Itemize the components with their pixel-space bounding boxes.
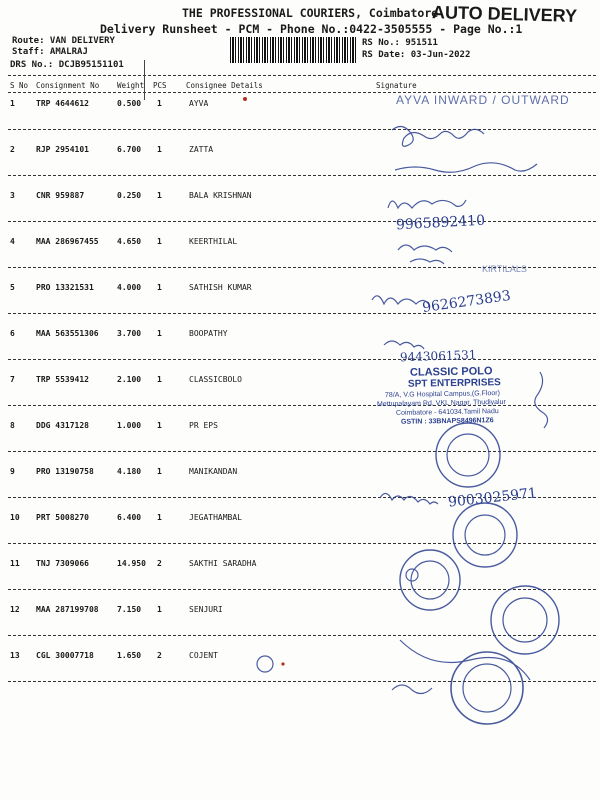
row-weight: 4.000 [117, 283, 142, 292]
row-pcs: 1 [157, 421, 162, 430]
row-sno: 8 [10, 421, 15, 430]
runsheet-title: Delivery Runsheet - PCM - Phone No.:0422-3505555 - Page No.:1 [100, 22, 523, 36]
auto-delivery-stamp: AUTO DELIVERY [431, 2, 578, 26]
row-divider [8, 359, 596, 360]
row-consignee: SAKTHI SARADHA [189, 559, 257, 568]
row-weight: 6.400 [117, 513, 142, 522]
handwritten-phone-9: 9003025971 [447, 485, 538, 511]
row-divider [8, 451, 596, 452]
row-consignee: KEERTHILAL [189, 237, 238, 246]
row-weight: 0.250 [117, 191, 142, 200]
row-consignment: DDG 4317128 [36, 421, 89, 430]
row-consignment: PRO 13190758 [36, 467, 94, 476]
spt-stamp: SPT ENTERPRISES [407, 377, 501, 390]
handwritten-phone-5: 9626273893 [421, 287, 512, 317]
row-consignment: RJP 2954101 [36, 145, 89, 154]
row-consignee: BALA KRISHNAN [189, 191, 252, 200]
spt-gstin: GSTIN : 33BNAPS8496N1Z6 [400, 417, 494, 426]
row-sno: 12 [10, 605, 20, 614]
row-pcs: 1 [157, 283, 162, 292]
row-sno: 13 [10, 651, 20, 660]
row-consignee: JEGATHAMBAL [189, 513, 242, 522]
row-sno: 9 [10, 467, 15, 476]
row-weight: 6.700 [117, 145, 142, 154]
table-row [0, 191, 600, 237]
row-weight: 3.700 [117, 329, 142, 338]
table-row [0, 421, 600, 467]
row-consignee: PR EPS [189, 421, 218, 430]
row-weight: 1.650 [117, 651, 142, 660]
row-pcs: 1 [157, 237, 162, 246]
col-consignee: Consignee Details [186, 81, 263, 90]
table-row [0, 283, 600, 329]
row-weight: 0.500 [117, 99, 142, 108]
staff-label: Staff: AMALRAJ [12, 47, 88, 57]
row-weight: 2.100 [117, 375, 142, 384]
table-row [0, 605, 600, 651]
row-consignee: ZATTA [189, 145, 214, 154]
row-sno: 10 [10, 513, 20, 522]
row-sno: 2 [10, 145, 15, 154]
row-pcs: 2 [157, 559, 162, 568]
route-label: Route: VAN DELIVERY [12, 36, 115, 46]
row-consignee: AYVA [189, 99, 209, 108]
col-signature: Signature [376, 81, 417, 90]
row-pcs: 1 [157, 375, 162, 384]
col-weight: Weight [117, 81, 145, 90]
row-consignment: TRP 5539412 [36, 375, 89, 384]
row-divider [8, 405, 596, 406]
row-sno: 11 [10, 559, 20, 568]
row-pcs: 1 [157, 329, 162, 338]
row-consignee: BOOPATHY [189, 329, 228, 338]
col-consignment: Consignment No [36, 81, 100, 90]
row-consignment: TNJ 7309066 [36, 559, 89, 568]
row-weight: 4.180 [117, 467, 142, 476]
row-pcs: 1 [157, 605, 162, 614]
company-name: THE PROFESSIONAL COURIERS, Coimbatore [182, 6, 439, 20]
handwritten-phone-3: 9965892410 [395, 212, 486, 234]
table-row [0, 329, 600, 375]
row-pcs: 1 [157, 467, 162, 476]
row-sno: 4 [10, 237, 15, 246]
spt-address-3: Coimbatore - 641034.Tamil Nadu [395, 408, 499, 417]
row-pcs: 1 [157, 513, 162, 522]
spt-address-2: Mettupalayam Rd, VKL Nagar, Thudiyalur [376, 398, 506, 409]
pen-mark-line [144, 60, 145, 100]
row-consignee: SATHISH KUMAR [189, 283, 252, 292]
row-pcs: 1 [157, 99, 162, 108]
table-row [0, 513, 600, 559]
row-consignee: CLASSICBOLO [189, 375, 242, 384]
row-consignee: SENJURI [189, 605, 223, 614]
row-divider [8, 129, 596, 130]
row-divider [8, 681, 596, 682]
row-consignment: MAA 286967455 [36, 237, 99, 246]
row-divider [8, 543, 596, 544]
row-consignment: MAA 287199708 [36, 605, 99, 614]
table-top-rule [8, 75, 596, 76]
table-row [0, 559, 600, 605]
row-divider [8, 635, 596, 636]
kirtilals-stamp: KIRTILALS [482, 264, 527, 274]
barcode [230, 37, 356, 63]
col-sno: S No [10, 81, 29, 90]
handwritten-phone-6: 9443061531 [399, 347, 477, 365]
table-row [0, 375, 600, 421]
row-divider [8, 221, 596, 222]
row-pcs: 1 [157, 191, 162, 200]
row-divider [8, 589, 596, 590]
table-row [0, 237, 600, 283]
row-weight: 14.950 [117, 559, 146, 568]
table-row [0, 145, 600, 191]
row-consignee: MANIKANDAN [189, 467, 238, 476]
ayva-stamp: AYVA INWARD / OUTWARD [396, 93, 570, 107]
row-sno: 1 [10, 99, 15, 108]
row-sno: 5 [10, 283, 15, 292]
row-divider [8, 175, 596, 176]
rs-date: RS Date: 03-Jun-2022 [362, 50, 471, 60]
row-sno: 6 [10, 329, 15, 338]
row-weight: 1.000 [117, 421, 142, 430]
col-pcs: PCS [153, 81, 167, 90]
row-consignment: CGL 30007718 [36, 651, 94, 660]
row-divider [8, 313, 596, 314]
row-weight: 4.650 [117, 237, 142, 246]
row-weight: 7.150 [117, 605, 142, 614]
rs-number: RS No.: 951511 [362, 38, 438, 48]
row-consignee: COJENT [189, 651, 218, 660]
row-consignment: PRO 13321531 [36, 283, 94, 292]
row-sno: 3 [10, 191, 15, 200]
row-pcs: 2 [157, 651, 162, 660]
row-sno: 7 [10, 375, 15, 384]
spt-address-1: 78/A, V.G Hospital Campus,(G.Floor) [384, 389, 500, 400]
row-consignment: PRT 5008270 [36, 513, 89, 522]
table-row [0, 651, 600, 697]
row-consignment: TRP 4644612 [36, 99, 89, 108]
row-pcs: 1 [157, 145, 162, 154]
classic-polo-stamp: CLASSIC POLO [409, 365, 493, 379]
drs-number: DRS No.: DCJB95151101 [10, 60, 124, 70]
row-consignment: CNR 959887 [36, 191, 85, 200]
row-consignment: MAA 563551306 [36, 329, 99, 338]
